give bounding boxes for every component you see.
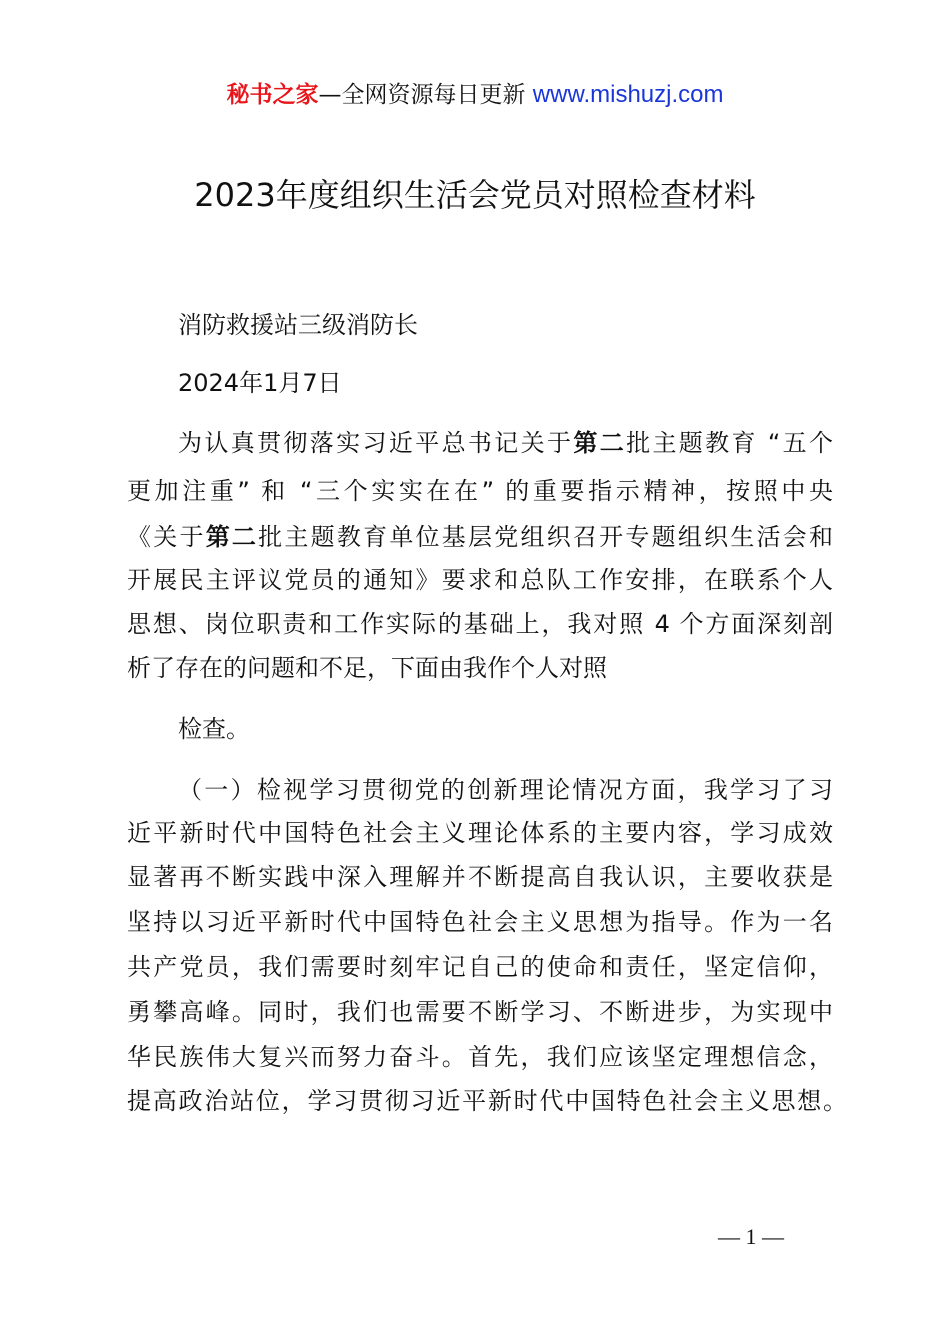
text-segment: 为认真贯彻落实习近平总书记关于 — [178, 429, 574, 457]
page-number: — 1 — — [718, 1224, 784, 1249]
paragraph-line: 勇攀高峰。同时，我们也需要不断学习、不断进步，为实现中 — [127, 998, 833, 1026]
paragraph-line — [127, 520, 833, 554]
date-line: 2024年1月7日 — [178, 369, 342, 397]
text-segment: 《关于 — [127, 523, 206, 551]
bold-text-segment: 第二 — [573, 429, 627, 457]
paragraph-line: 坚持以习近平新时代中国特色社会主义思想为指导。作为一名 — [127, 908, 833, 936]
paragraph-line: 共产党员，我们需要时刻牢记自己的使命和责任，坚定信仰， — [127, 953, 833, 981]
text-segment: 批主题教育 “五个 — [626, 429, 834, 457]
bold-text-segment: 第二 — [205, 523, 259, 551]
author-line: 消防救援站三级消防长 — [178, 311, 418, 339]
paragraph-line: 析了存在的问题和不足，下面由我作个人对照 — [127, 654, 607, 682]
paragraph-line: 近平新时代中国特色社会主义理论体系的主要内容，学习成效 — [127, 819, 833, 847]
site-url-link[interactable]: www.mishuzj.com — [532, 81, 724, 108]
document-title: 2023年度组织生活会党员对照检查材料 — [194, 176, 756, 214]
paragraph-line: （一）检视学习贯彻党的创新理论情况方面，我学习了习 — [178, 776, 833, 804]
site-header — [0, 78, 950, 112]
paragraph-line — [178, 426, 833, 460]
text-segment: 批主题教育单位基层党组织召开专题组织生活会和 — [258, 523, 834, 551]
site-tagline: —全网资源每日更新 — [318, 82, 526, 108]
paragraph-line: 显著再不断实践中深入理解并不断提高自我认识，主要收获是 — [127, 863, 833, 891]
paragraph-line: 思想、岗位职责和工作实际的基础上，我对照 4 个方面深刻剖 — [127, 610, 833, 638]
paragraph-line: 华民族伟大复兴而努力奋斗。首先，我们应该坚定理想信念， — [127, 1043, 833, 1071]
paragraph-line: 提高政治站位，学习贯彻习近平新时代中国特色社会主义思想。 — [127, 1087, 847, 1115]
paragraph-line: 开展民主评议党员的通知》要求和总队工作安排，在联系个人 — [127, 566, 833, 594]
site-brand: 秘书之家 — [226, 82, 319, 108]
paragraph-check: 检查。 — [178, 715, 250, 743]
paragraph-line: 更加注重” 和 “三个实实在在” 的重要指示精神，按照中央 — [127, 477, 833, 505]
